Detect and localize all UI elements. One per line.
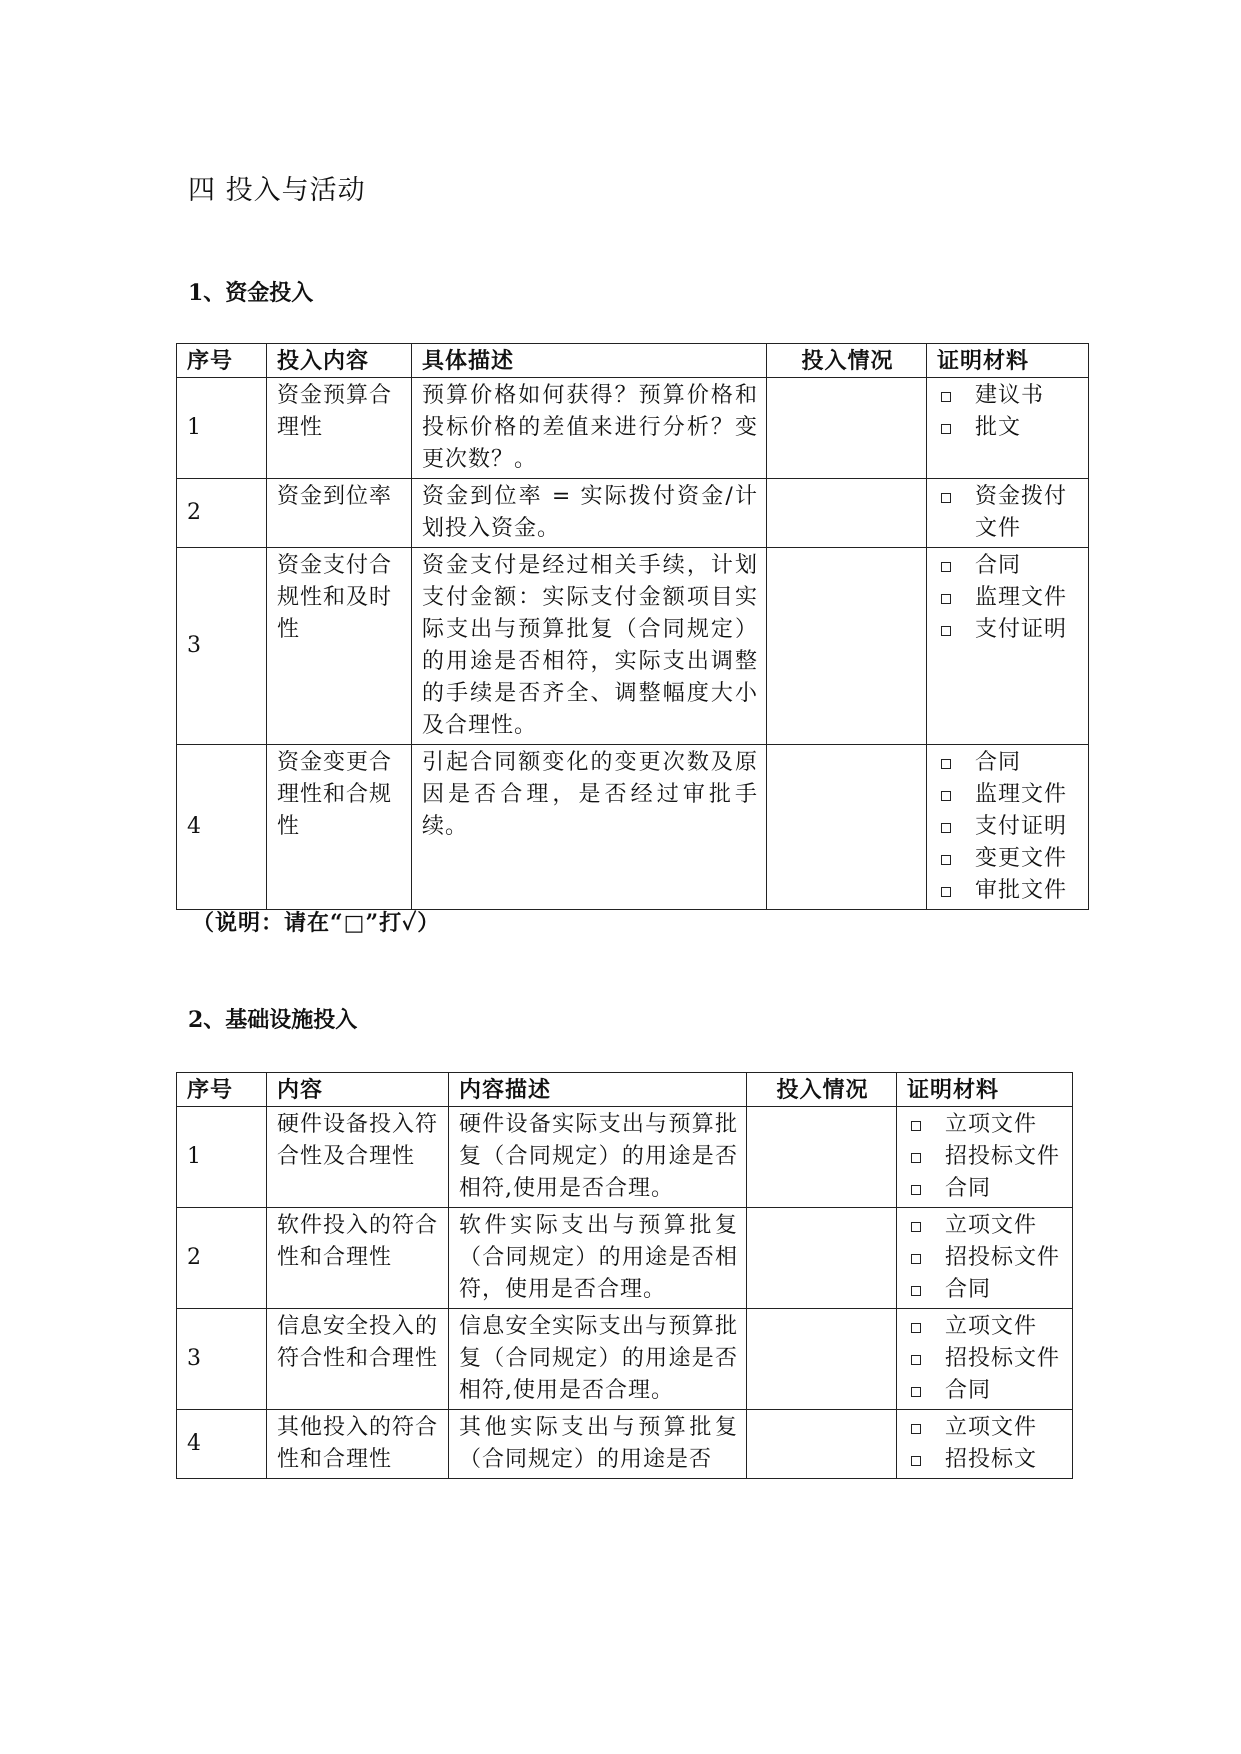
row-content: 资金预算合理性 xyxy=(267,378,412,479)
proof-checkbox[interactable]: 监理文件 xyxy=(937,582,1080,614)
row-content: 其他投入的符合性和合理性 xyxy=(267,1410,449,1479)
col-header-desc: 具体描述 xyxy=(412,344,767,378)
row-status-cell[interactable] xyxy=(747,1208,897,1309)
row-proofs xyxy=(897,1410,1073,1479)
row-proofs xyxy=(927,479,1089,548)
proof-checkbox[interactable]: 批文 xyxy=(937,412,1080,444)
row-status-cell[interactable] xyxy=(767,745,927,910)
table-row xyxy=(177,1208,1073,1309)
col-header-proof: 证明材料 xyxy=(927,344,1089,378)
row-description: 资金到位率 = 实际拨付资金/计划投入资金。 xyxy=(412,479,767,548)
row-proofs xyxy=(897,1309,1073,1410)
row-number: 4 xyxy=(177,1410,267,1479)
infra-header-row xyxy=(177,1073,1073,1107)
proof-checkbox[interactable]: 立项文件 xyxy=(907,1210,1064,1242)
row-proofs xyxy=(897,1208,1073,1309)
proof-checkbox[interactable]: 立项文件 xyxy=(907,1412,1064,1444)
row-status-cell[interactable] xyxy=(747,1107,897,1208)
row-description: 软件实际支出与预算批复（合同规定）的用途是否相符，使用是否合理。 xyxy=(449,1208,747,1309)
table-row xyxy=(177,479,1089,548)
proof-checkbox[interactable]: 变更文件 xyxy=(937,843,1080,875)
proof-checkbox[interactable]: 立项文件 xyxy=(907,1311,1064,1343)
table-row xyxy=(177,1107,1073,1208)
proof-checkbox[interactable]: 招投标文件 xyxy=(907,1141,1064,1173)
table-row xyxy=(177,1309,1073,1410)
fund-heading: 1、资金投入 xyxy=(188,280,314,306)
row-description: 引起合同额变化的变更次数及原因是否合理，是否经过审批手续。 xyxy=(412,745,767,910)
col-header-status: 投入情况 xyxy=(747,1073,897,1107)
row-content: 资金支付合规性和及时性 xyxy=(267,548,412,745)
table-row xyxy=(177,378,1089,479)
fund-header-row xyxy=(177,344,1089,378)
instruction-note: （说明：请在“□”打✓） xyxy=(192,910,441,936)
proof-checkbox[interactable]: 立项文件 xyxy=(907,1109,1064,1141)
col-header-no: 序号 xyxy=(177,344,267,378)
row-status-cell[interactable] xyxy=(747,1309,897,1410)
proof-checkbox[interactable]: 监理文件 xyxy=(937,779,1080,811)
row-number: 1 xyxy=(177,1107,267,1208)
row-status-cell[interactable] xyxy=(747,1410,897,1479)
proof-checkbox[interactable]: 招投标文件 xyxy=(907,1343,1064,1375)
row-proofs xyxy=(927,378,1089,479)
row-number: 1 xyxy=(177,378,267,479)
infra-heading: 2、基础设施投入 xyxy=(188,1007,358,1033)
proof-checkbox[interactable]: 资金拨付文件 xyxy=(937,481,1080,545)
col-header-content: 投入内容 xyxy=(267,344,412,378)
proof-checkbox[interactable]: 建议书 xyxy=(937,380,1080,412)
table-row xyxy=(177,548,1089,745)
row-number: 3 xyxy=(177,548,267,745)
proof-checkbox[interactable]: 招投标文件 xyxy=(907,1242,1064,1274)
proof-checkbox[interactable]: 合同 xyxy=(937,550,1080,582)
row-content: 信息安全投入的符合性和合理性 xyxy=(267,1309,449,1410)
proof-checkbox[interactable]: 支付证明 xyxy=(937,811,1080,843)
row-content: 资金到位率 xyxy=(267,479,412,548)
row-content: 资金变更合理性和合规性 xyxy=(267,745,412,910)
row-description: 其他实际支出与预算批复（合同规定）的用途是否 xyxy=(449,1410,747,1479)
row-description: 硬件设备实际支出与预算批复（合同规定）的用途是否相符,使用是否合理。 xyxy=(449,1107,747,1208)
infra-table xyxy=(176,1072,1073,1479)
row-content: 软件投入的符合性和合理性 xyxy=(267,1208,449,1309)
row-description: 信息安全实际支出与预算批复（合同规定）的用途是否相符,使用是否合理。 xyxy=(449,1309,747,1410)
row-status-cell[interactable] xyxy=(767,378,927,479)
col-header-desc: 内容描述 xyxy=(449,1073,747,1107)
proof-checkbox[interactable]: 合同 xyxy=(907,1274,1064,1306)
proof-checkbox[interactable]: 合同 xyxy=(907,1173,1064,1205)
row-description: 资金支付是经过相关手续，计划支付金额：实际支付金额项目实际支出与预算批复（合同规定）的用途是否相符，实际支出调整的手续是否齐全、调整幅度大小及合理性。 xyxy=(412,548,767,745)
row-number: 3 xyxy=(177,1309,267,1410)
col-header-no: 序号 xyxy=(177,1073,267,1107)
proof-checkbox[interactable]: 合同 xyxy=(937,747,1080,779)
col-header-status: 投入情况 xyxy=(767,344,927,378)
row-number: 2 xyxy=(177,1208,267,1309)
table-row xyxy=(177,745,1089,910)
row-proofs xyxy=(927,745,1089,910)
proof-checkbox[interactable]: 审批文件 xyxy=(937,875,1080,907)
section-title: 四 投入与活动 xyxy=(188,175,366,206)
col-header-content: 内容 xyxy=(267,1073,449,1107)
col-header-proof: 证明材料 xyxy=(897,1073,1073,1107)
row-status-cell[interactable] xyxy=(767,479,927,548)
row-number: 4 xyxy=(177,745,267,910)
table-row xyxy=(177,1410,1073,1479)
row-status-cell[interactable] xyxy=(767,548,927,745)
row-proofs xyxy=(927,548,1089,745)
proof-checkbox[interactable]: 招投标文 xyxy=(907,1444,1064,1476)
fund-table xyxy=(176,343,1089,910)
proof-checkbox[interactable]: 支付证明 xyxy=(937,614,1080,646)
row-description: 预算价格如何获得？预算价格和投标价格的差值来进行分析？变更次数？。 xyxy=(412,378,767,479)
row-number: 2 xyxy=(177,479,267,548)
proof-checkbox[interactable]: 合同 xyxy=(907,1375,1064,1407)
row-content: 硬件设备投入符合性及合理性 xyxy=(267,1107,449,1208)
row-proofs xyxy=(897,1107,1073,1208)
